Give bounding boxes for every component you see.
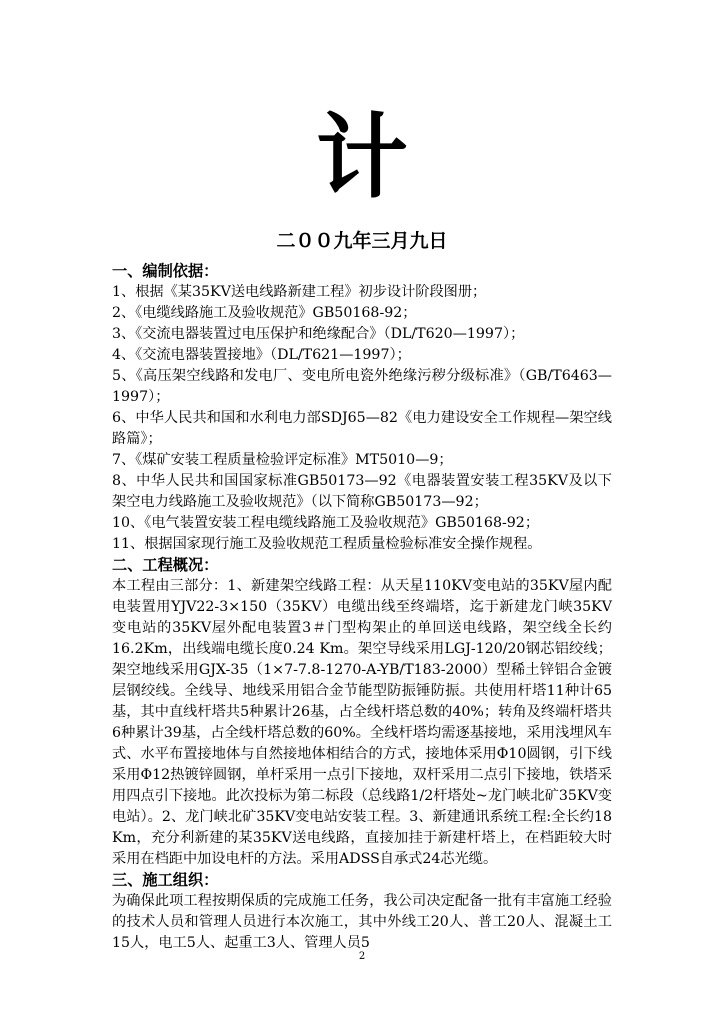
organization-paragraph: 为确保此项工程按期保质的完成施工任务，我公司决定配备一批有丰富施工经验的技术人员和管理人员进行本次施工，其中外线工20人、普工20人、混凝土工15人，电工5人、起重工3人、管理人员5 — [112, 893, 612, 951]
basis-item-11: 11、根据国家现行施工及验收规范工程质量检验标准安全操作规程。 — [112, 536, 542, 552]
overview-paragraph: 本工程由三部分：1、新建架空线路工程：从天星110KV变电站的35KV屋内配电装置用YJV22-3×150（35KV）电缆出线至终端塔，迄于新建龙门峡35KV变电站的35KV屋外配电装置3＃门型构架止的单回送电线路，架空线全长约16.2Km，出线端电缆长度0.24 Km。架空导线采用LGJ-120/20钢芯铝绞线；架空地线采用GJX-35（1×7-7.8-1270-A-YB/T183-2000）型稀土锌铝合金镀层钢绞线。全线导、地线采用铝合金节能型防振锤防振。共使用杆塔11种计65基，其中直线杆塔共5种累计26基，占全线杆塔总数的40%；转角及终端杆塔共6种累计39基，占全线杆塔总数的60%。全线杆塔均需逐基接地，采用浅埋风车式、水平布置接地体与自然接地体相结合的方式，接地体采用Φ10圆钢，引下线采用Φ12热镀锌圆钢，单杆采用一点引下接地，双杆采用二点引下接地，铁塔采用四点引下接地。此次投标为第二标段（总线路1/2杆塔处~龙门峡北矿35KV变电站）。2、龙门峡北矿35KV变电站安装工程。3、新建通讯系统工程:全长约18 Km，充分利新建的某35KV送电线路，直接加挂于新建杆塔上，在档距较大时采用在档距中加设电杆的方法。采用ADSS自承式24芯光缆。 — [112, 578, 612, 867]
section-heading-overview: 二、工程概况： — [112, 556, 219, 574]
basis-item-5: 5、《高压架空线路和发电厂、变电所电瓷外绝缘污秽分级标准》（GB/T6463—1997）； — [112, 368, 612, 405]
title-character: 计 — [315, 104, 408, 211]
basis-item-10: 10、《电气装置安装工程电缆线路施工及验收规范》GB50168-92； — [112, 515, 540, 531]
basis-item-7: 7、《煤矿安装工程质量检验评定标准》MT5010—9； — [112, 452, 453, 468]
basis-item-6: 6、中华人民共和国和水利电力部SDJ65—82《电力建设安全工作规程—架空线路篇》； — [112, 410, 612, 447]
basis-item-8: 8、中华人民共和国国家标准GB50173—92《电器装置安装工程35KV及以下架空电力线路施工及验收规范》（以下简称GB50173—92； — [112, 473, 612, 510]
basis-item-2: 2、《电缆线路施工及验收规范》GB50168-92； — [112, 305, 417, 321]
page-number: 2 — [358, 951, 366, 962]
document-body — [112, 261, 612, 954]
section-heading-organization: 三、施工组织： — [112, 871, 219, 889]
basis-item-1: 1、根据《某35KV送电线路新建工程》初步设计阶段图册； — [112, 284, 487, 300]
document-date: 二００九年三月九日 — [276, 230, 448, 252]
section-heading-basis: 一、编制依据： — [112, 262, 219, 280]
basis-item-4: 4、《交流电器装置接地》（DL/T621—1997）； — [112, 347, 411, 363]
basis-item-3: 3、《交流电器装置过电压保护和绝缘配合》（DL/T620—1997）； — [112, 326, 525, 342]
